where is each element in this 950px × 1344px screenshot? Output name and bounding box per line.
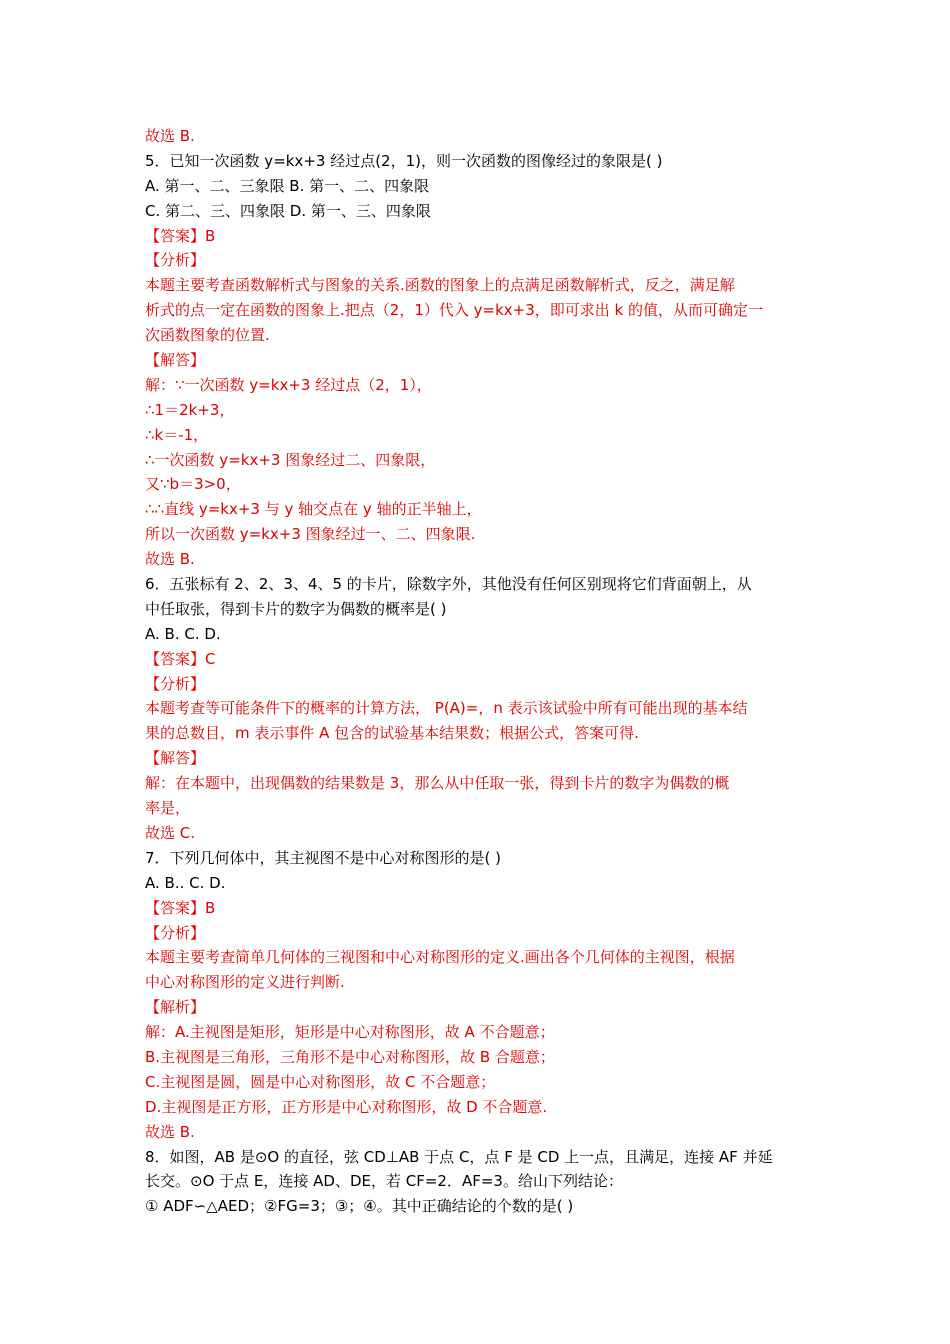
text-line: 中心对称图形的定义进行判断. xyxy=(145,973,345,992)
text-line: ∴k＝-1， xyxy=(145,425,209,444)
text-line: 解：在本题中，出现偶数的结果数是 3，那么从中任取一张，得到卡片的数字为偶数的概 xyxy=(145,774,730,793)
text-line: 故选 C. xyxy=(145,823,196,842)
text-line: B.主视图是三角形，三角形不是中心对称图形，故 B 合题意； xyxy=(145,1047,555,1066)
text-line: C.主视图是圆，圆是中心对称图形，故 C 不合题意； xyxy=(145,1072,496,1091)
text-line: 【分析】 xyxy=(145,674,206,693)
text-line: 本题主要考查函数解析式与图象的关系.函数的图象上的点满足函数解析式，反之，满足解 xyxy=(145,276,735,295)
text-line: 率是， xyxy=(145,799,191,818)
text-line: 【解析】 xyxy=(145,998,206,1017)
text-line: 次函数图象的位置. xyxy=(145,326,270,345)
text-line: A. B. C. D. xyxy=(145,624,221,643)
text-line: 【答案】B xyxy=(145,898,216,917)
text-line: ∴一次函数 y=kx+3 图象经过二、四象限， xyxy=(145,450,436,469)
text-line: 解：A.主视图是矩形，矩形是中心对称图形，故 A 不合题意； xyxy=(145,1023,555,1042)
text-line: 果的总数目，m 表示事件 A 包含的试验基本结果数；根据公式，答案可得. xyxy=(145,724,639,743)
text-line: 6．五张标有 2、2、3、4、5 的卡片，除数字外，其他没有任何区别现将它们背面朝上，从 xyxy=(145,575,752,594)
text-line: C. 第二、三、四象限 D. 第一、三、四象限 xyxy=(145,201,431,220)
text-line: 【解答】 xyxy=(145,749,206,768)
text-line: 【答案】B xyxy=(145,226,216,245)
text-line: 本题考查等可能条件下的概率的计算方法， P(A)=，n 表示该试验中所有可能出现的基本结 xyxy=(145,699,748,718)
text-line: 故选 B. xyxy=(145,1122,195,1141)
text-line: A. B.. C. D. xyxy=(145,873,226,892)
text-line: A. 第一、二、三象限 B. 第一、二、四象限 xyxy=(145,176,430,195)
text-line: ∴1＝2k+3， xyxy=(145,400,235,419)
text-line: 【分析】 xyxy=(145,923,206,942)
text-line: 5．已知一次函数 y=kx+3 经过点(2，1)，则一次函数的图像经过的象限是( ) xyxy=(145,151,663,170)
text-line: 故选 B. xyxy=(145,127,195,145)
text-line: D.主视图是正方形，正方形是中心对称图形，故 D 不合题意. xyxy=(145,1097,548,1116)
text-line: 中任取张，得到卡片的数字为偶数的概率是( ) xyxy=(145,599,447,618)
text-line: 故选 B. xyxy=(145,550,195,569)
document-body xyxy=(145,124,815,1219)
text-line: 又∵b＝3>0， xyxy=(145,475,241,494)
text-line: 所以一次函数 y=kx+3 图象经过一、二、四象限. xyxy=(145,525,476,544)
text-line: 【分析】 xyxy=(145,251,206,270)
text-line: ① ADF∽△AED；②FG=3；③；④。其中正确结论的个数的是( ) xyxy=(145,1197,574,1216)
text-line: 析式的点一定在函数的图象上.把点（2，1）代入 y=kx+3，即可求出 k 的值，从而可确定一 xyxy=(145,301,763,320)
text-line: ∴∴直线 y=kx+3 与 y 轴交点在 y 轴的正半轴上， xyxy=(145,500,482,519)
text-line: 本题主要考查简单几何体的三视图和中心对称图形的定义.画出各个几何体的主视图，根据 xyxy=(145,948,735,967)
text-line: 7．下列几何体中，其主视图不是中心对称图形的是( ) xyxy=(145,848,502,867)
text-line: 【答案】C xyxy=(145,649,216,668)
text-line: 解：∵一次函数 y=kx+3 经过点（2，1）， xyxy=(145,375,432,394)
text-line: 长交。⊙O 于点 E，连接 AD、DE，若 CF=2．AF=3。给山下列结论： xyxy=(145,1172,623,1191)
text-line: 【解答】 xyxy=(145,351,206,370)
text-line: 8．如图，AB 是⊙O 的直径，弦 CD⊥AB 于点 C，点 F 是 CD 上一点，且满足，连接 AF 并延 xyxy=(145,1147,773,1166)
